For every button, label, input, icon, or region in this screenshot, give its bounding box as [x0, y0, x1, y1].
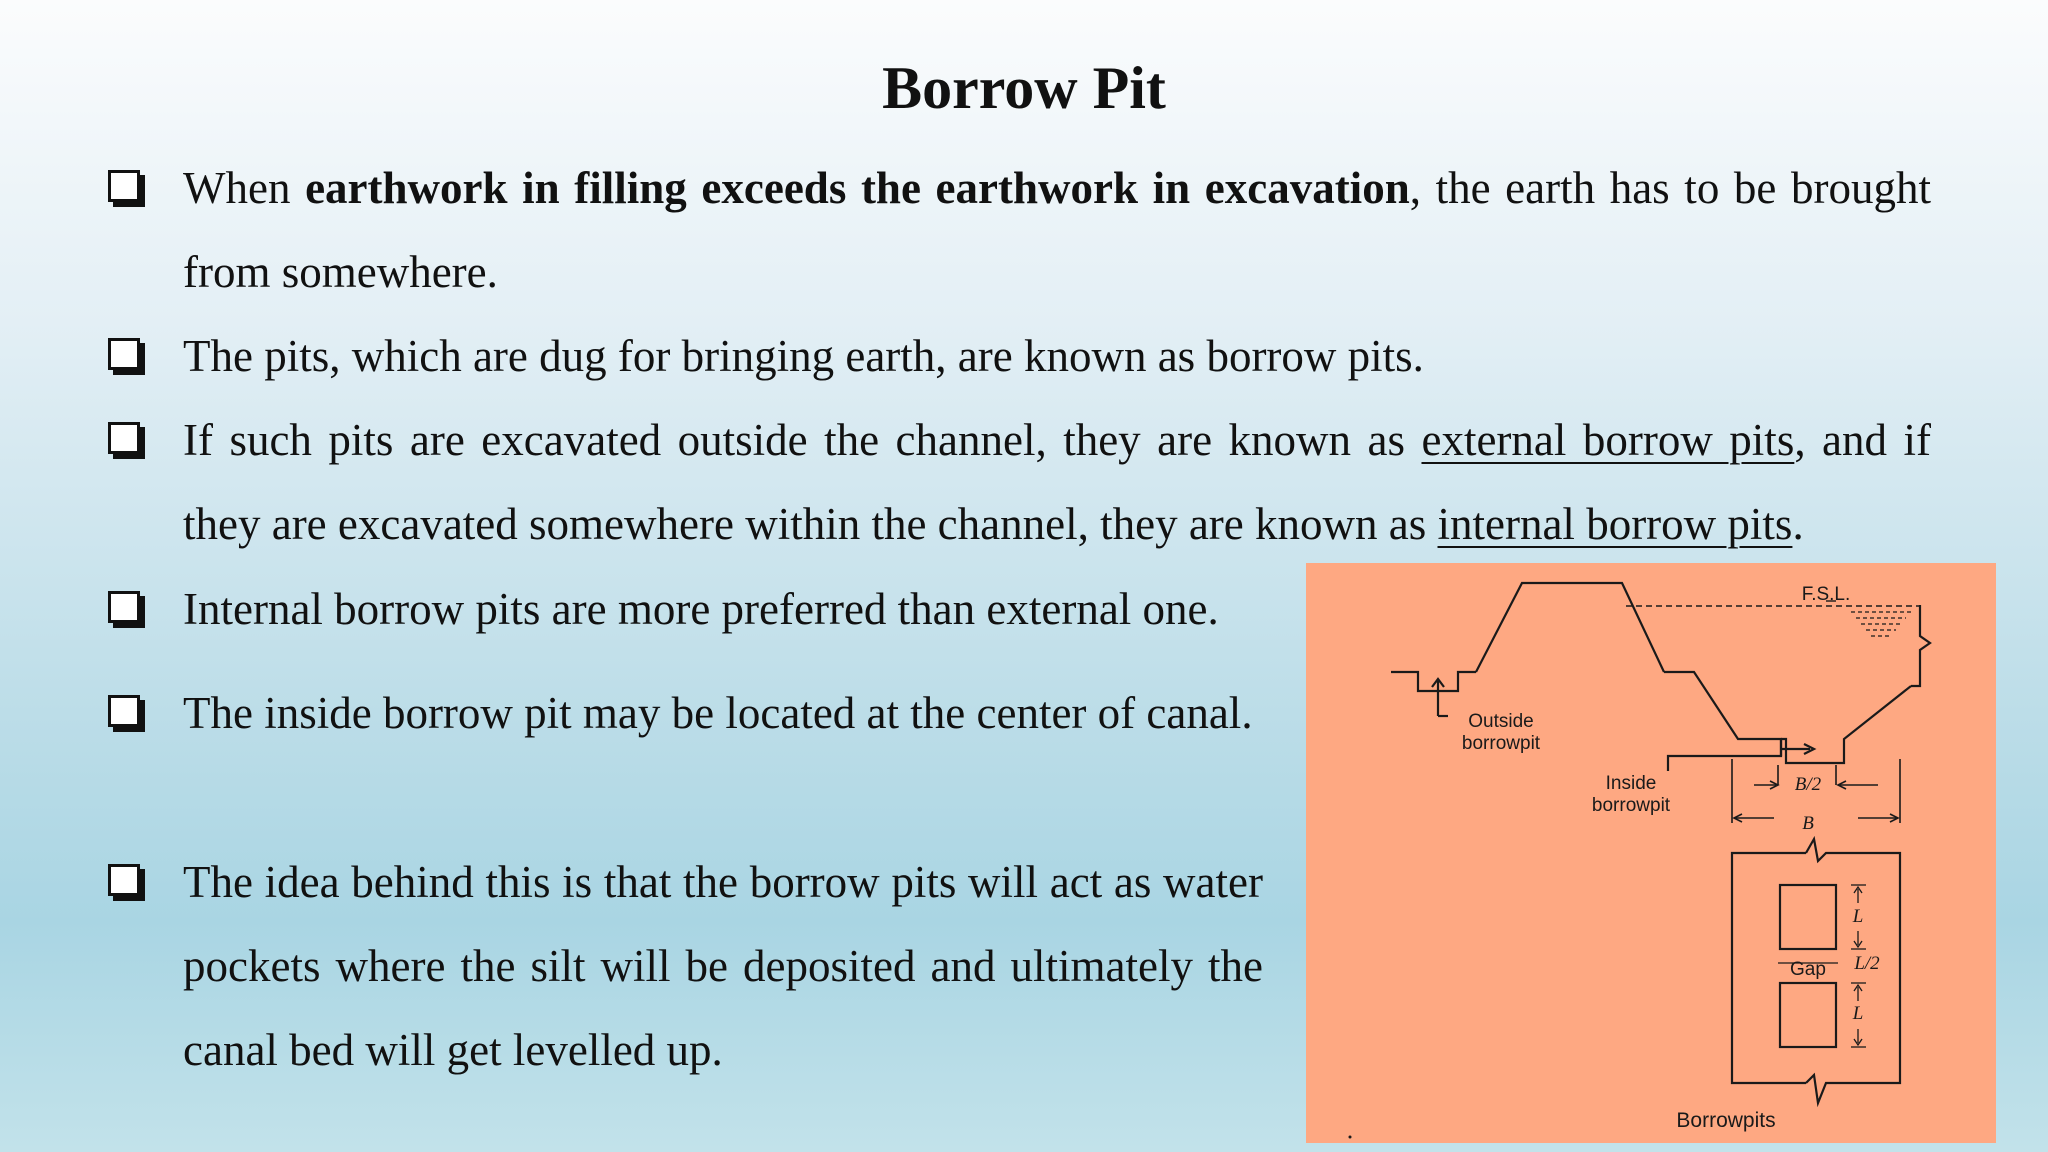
- checkbox-bullet-icon: [108, 422, 140, 454]
- checkbox-bullet-icon: [108, 695, 140, 727]
- l-bottom-label: L: [1852, 1003, 1864, 1024]
- slide-title: Borrow Pit: [882, 55, 1166, 121]
- diagram-drawing: [1306, 563, 1996, 1143]
- fsl-label: F.S.L.: [1801, 584, 1851, 605]
- outside-borrowpit-label: Outside borrowpit: [1461, 711, 1541, 754]
- term-internal-borrow-pits: internal borrow pits: [1437, 499, 1793, 549]
- inside-borrowpit-label: Inside borrowpit: [1591, 773, 1671, 816]
- checkbox-bullet-icon: [108, 591, 140, 623]
- checkbox-bullet-icon: [108, 864, 140, 896]
- l-top-label: L: [1852, 906, 1864, 927]
- bullet-paragraph: If such pits are excavated outside the channel, they are known as external borrow pits, and if they are excavated somewhere within the channel, they are known as internal borrow pits.: [183, 415, 1931, 549]
- borrow-pit-diagram: [1306, 563, 1996, 1143]
- bullet-paragraph: The inside borrow pit may be located at the center of canal.: [183, 688, 1253, 738]
- b-label: B: [1802, 813, 1814, 834]
- bullet-paragraph: When earthwork in filling exceeds the earthwork in excavation, the earth has to be brought from somewhere.: [183, 163, 1931, 297]
- borrowpits-caption: Borrowpits: [1676, 1109, 1776, 1132]
- bullet-paragraph: The idea behind this is that the borrow pits will act as water pockets where the silt will be deposited and ultimately the canal bed will get levelled up.: [183, 857, 1263, 1075]
- gap-label: Gap: [1790, 959, 1826, 980]
- half-l-label: L/2: [1854, 953, 1880, 974]
- term-external-borrow-pits: external borrow pits: [1421, 415, 1795, 465]
- bullet-paragraph: Internal borrow pits are more preferred than external one.: [183, 584, 1219, 634]
- bullet-paragraph: The pits, which are dug for bringing earth, are known as borrow pits.: [183, 331, 1424, 381]
- checkbox-bullet-icon: [108, 338, 140, 370]
- half-b-label: B/2: [1794, 774, 1822, 795]
- checkbox-bullet-icon: [108, 170, 140, 202]
